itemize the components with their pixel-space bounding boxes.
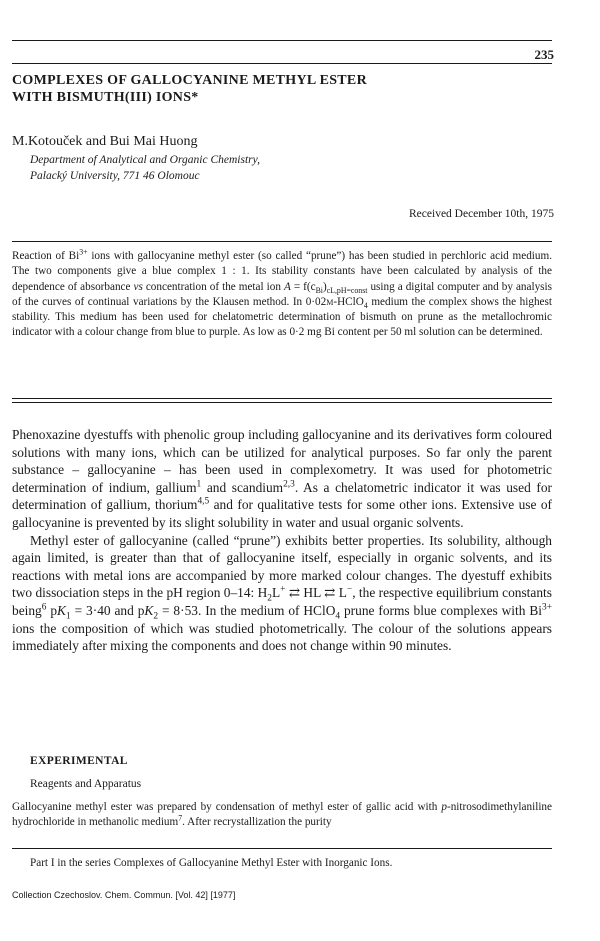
header-rule [12, 63, 552, 64]
footnote: Part I in the series Complexes of Gallocyanine Methyl Ester with Inorganic Ions. [30, 857, 393, 869]
affiliation-line-2: Palacký University, 771 46 Olomouc [30, 170, 200, 182]
journal-citation: Collection Czechoslov. Chem. Commun. [Vol. 42] [1977] [12, 890, 236, 900]
abstract-bottom-rule-2 [12, 402, 552, 403]
abstract-top-rule [12, 241, 552, 242]
title-line-1: COMPLEXES OF GALLOCYANINE METHYL ESTER [12, 73, 367, 88]
authors: M.Kotouček and Bui Mai Huong [12, 134, 198, 149]
abstract-bottom-rule [12, 398, 552, 399]
abstract: Reaction of $Bi^{3+}$ ions with gallocyanine methyl ester (so called “prune”) has been studied in perchloric acid medium. The two components give a blue complex 1 : 1. Its stability constants have been calculated by analysis of the dependence of absorbance vs concentration of the metal ion $A = f(c_{Bi})_{cL,pH=const}$ using a digital computer and by analysis of the curves of continual variations by the Klausen method. In 0·02m-HClO$_4$ medium the complex shows the highest stability. This medium has been used for chelatometric determination of bismuth on prune as the metallochromic indicator with a colour change from blue to purple. As low as 0·2 mg Bi content per 50 ml solution can be determined. [12, 247, 552, 339]
section-heading: EXPERIMENTAL [30, 755, 128, 767]
subsection-heading: Reagents and Apparatus [30, 778, 142, 790]
body-paragraph-2: Methyl ester of gallocyanine (called “prune”) exhibits better properties. Its solubility, although again limited, is greater than that of gallocyanine itself, especially in organic solvents, and its reactions with metal ions are accompanied by more marked colour changes. The dyestuff exhibits two dissociation steps in the pH region 0–14: $H_2L^+$ ⇄ HL ⇄ L−, the respective equilibrium constants being$^6$ $pK_1 = 3\cdot 40$ and $pK_2 = 8\cdot 53$. In the medium of HClO$_4$ prune forms blue complexes with $Bi^{3+}$ ions the composition of which was studied photometrically. The colour of the solutions appears immediately after mixing the components and does not change within 90 minutes. [12, 532, 552, 654]
paper-title [12, 72, 552, 106]
experimental-text: Gallocyanine methyl ester was prepared by condensation of methyl ester of gallic acid with p-nitrosodimethylaniline hydrochloride in methanolic medium$^7$. After recrystallization the purity [12, 801, 552, 829]
affiliation [30, 152, 260, 184]
footnote-rule [12, 848, 552, 849]
page-number: 235 [534, 47, 554, 62]
received-date: Received December 10th, 1975 [409, 208, 554, 220]
title-line-2: WITH BISMUTH(III) IONS* [12, 90, 199, 105]
top-rule [12, 40, 552, 41]
affiliation-line-1: Department of Analytical and Organic Chemistry, [30, 154, 260, 166]
body-paragraph-1: Phenoxazine dyestuffs with phenolic group including gallocyanine and its derivatives form coloured solutions with many ions, which can be utilized for analytical purposes. So far only the parent substance – gallocyanine – has been used in complexometry. It was used for photometric determination of indium, gallium$^1$ and scandium$^{2,3}$. As a chelatometric indicator it was used for determination of gallium, thorium$^{4,5}$ and for qualitative tests for some other ions. Extensive use of gallocyanine is prevented by its slight solubility in water and usual organic solvents. [12, 427, 553, 530]
body-text [12, 426, 552, 655]
